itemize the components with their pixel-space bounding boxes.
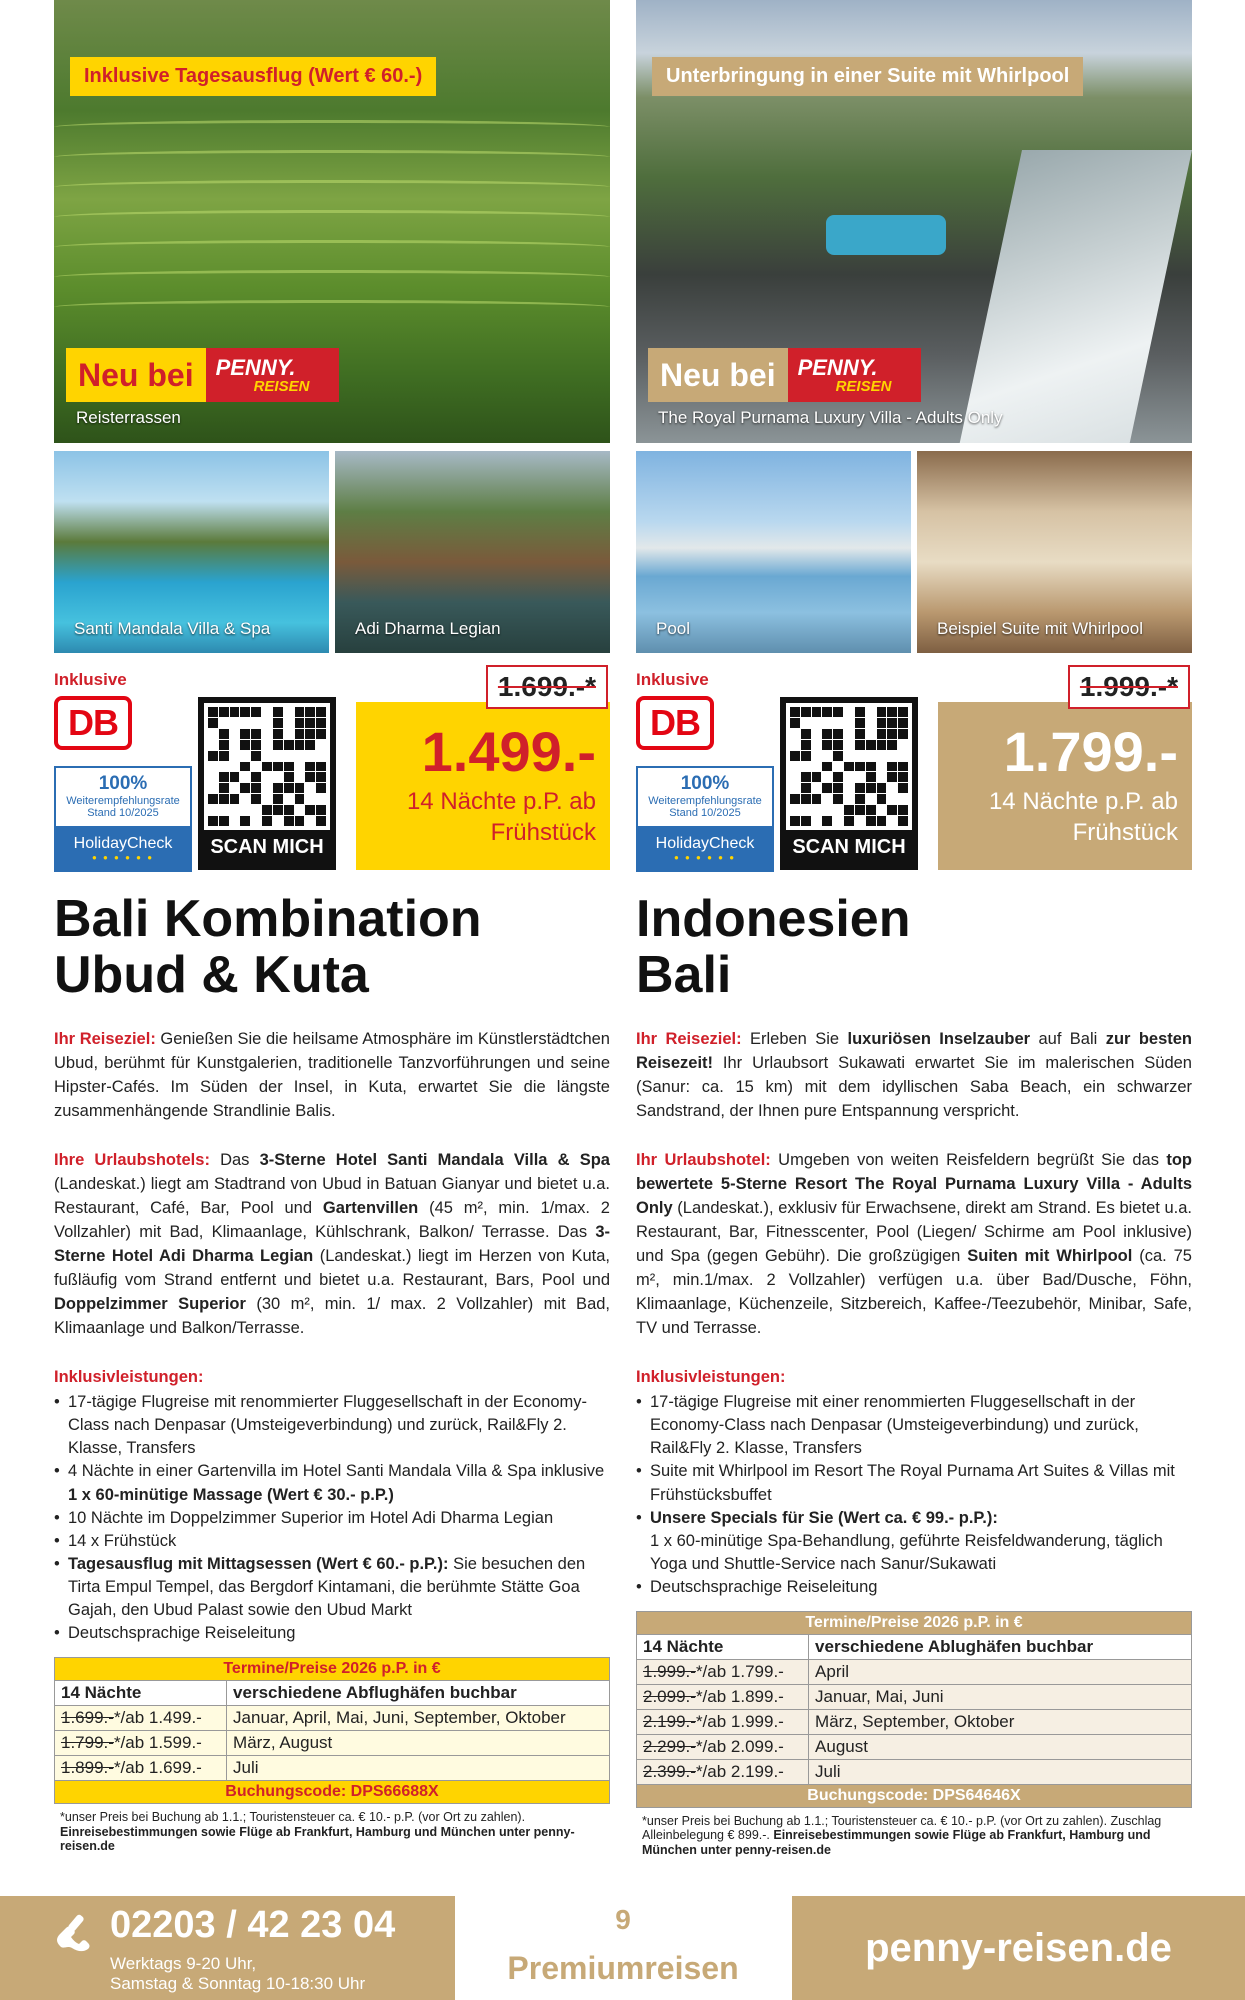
neu-bei-text: Neu bei bbox=[648, 348, 788, 402]
row-dates: März, August bbox=[227, 1731, 610, 1756]
hero-image-royal-purnama bbox=[636, 0, 1192, 443]
opening-hours bbox=[110, 1954, 365, 1995]
title-line-2: Bali bbox=[636, 945, 732, 1004]
footnote bbox=[636, 1814, 1192, 1857]
hero-caption: Reisterrassen bbox=[76, 408, 181, 427]
old-row-price: 1.999.- bbox=[643, 1662, 696, 1682]
thumb-caption: Adi Dharma Legian bbox=[355, 619, 501, 638]
new-row-price: */ab 1.799.- bbox=[695, 1662, 784, 1682]
scan-label: SCAN MICH bbox=[210, 835, 324, 858]
reiseziel-paragraph bbox=[54, 1027, 610, 1123]
old-row-price: 1.799.- bbox=[61, 1733, 114, 1753]
holidaycheck-badge bbox=[636, 766, 774, 872]
old-row-price: 2.199.- bbox=[643, 1712, 696, 1732]
price-value: 1.799.- bbox=[1003, 719, 1178, 783]
price-box bbox=[356, 702, 610, 870]
old-row-price: 2.299.- bbox=[643, 1737, 696, 1757]
old-row-price: 2.399.- bbox=[643, 1762, 696, 1782]
penny-logo-sub: REISEN bbox=[253, 377, 310, 395]
footnote-bold: Einreisebestimmungen sowie Flüge ab Frankfurt, Hamburg und München unter penny-reisen.de bbox=[642, 1828, 1151, 1857]
qr-code-icon bbox=[786, 703, 912, 830]
price-note-2: Frühstück bbox=[1072, 819, 1178, 846]
list-item: • Deutschsprachige Reiseleitung bbox=[636, 1576, 1192, 1599]
new-row-price: */ab 1.599.- bbox=[113, 1733, 202, 1753]
table-row bbox=[637, 1710, 1192, 1735]
thumbnail-row bbox=[636, 451, 1192, 653]
new-row-price: */ab 1.999.- bbox=[695, 1712, 784, 1732]
thumb-suite bbox=[917, 451, 1192, 653]
title-line-1: Indonesien bbox=[636, 890, 911, 948]
inklusivleistungen-list bbox=[54, 1391, 610, 1645]
hotels-text: Das bbox=[220, 1150, 250, 1169]
hotels-bold: 3-Sterne Hotel Santi Mandala Villa & Spa bbox=[259, 1150, 610, 1169]
row-dates: April bbox=[809, 1660, 1192, 1685]
hc-rate-label: Weiterempfehlungsrate bbox=[66, 795, 180, 808]
hotels-bold: 3-Sterne Hotel Adi Dharma Legian bbox=[54, 1222, 610, 1265]
offer-indonesien-bali bbox=[636, 0, 1192, 1857]
penny-logo-main: PENNY. bbox=[797, 354, 878, 380]
list-item: • 17-tägige Flugreise mit renommierter Fluggesellschaft in der Economy-Class nach Denpasar (Umsteigeverbindung) und zurück, Rail&Fly 2. Klasse, Transfers bbox=[54, 1391, 610, 1460]
reiseziel-text: auf Bali bbox=[1038, 1030, 1098, 1049]
section-name: Premiumreisen bbox=[507, 1950, 739, 1986]
scan-label: SCAN MICH bbox=[792, 835, 906, 858]
hotel-bold: top bewertete 5-Sterne Resort The Royal Purnama Luxury Villa - Adults Only bbox=[636, 1150, 1193, 1217]
hours-line: Samstag & Sonntag 10-18:30 Uhr bbox=[110, 1974, 366, 1994]
inklusivleistungen-list bbox=[636, 1391, 1192, 1599]
table-row bbox=[55, 1756, 610, 1781]
hc-percentage: 100% bbox=[98, 773, 148, 795]
hc-percentage: 100% bbox=[680, 773, 730, 795]
new-row-price: */ab 2.199.- bbox=[695, 1762, 784, 1782]
inklusivleistungen-heading: Inklusivleistungen: bbox=[636, 1368, 786, 1387]
old-price: 1.699.-* bbox=[486, 665, 608, 709]
list-item: • 14 x Frühstück bbox=[54, 1530, 610, 1553]
old-row-price: 2.099.- bbox=[643, 1687, 696, 1707]
hotel-label: Ihr Urlaubshotel: bbox=[636, 1150, 771, 1169]
row-dates: Juli bbox=[809, 1760, 1192, 1785]
hotels-text: (30 m², min. 1/ max. 2 Vollzahler) mit Bad, Klimaanlage und Balkon/Terrasse. bbox=[54, 1295, 611, 1338]
footnote-text: *unser Preis bei Buchung ab 1.1.; Touristensteuer ca. € 10.- p.P. (vor Ort zu zahlen). Zuschlag Alleinbelegung € 899.-. bbox=[642, 1814, 1162, 1843]
hotels-text: (Landeskat.) liegt am Stadtrand von Ubud in Batuan Gianyar und bietet u.a. Restaurant, Café, Bar, Pool und bbox=[54, 1174, 610, 1217]
old-price: 1.999.-* bbox=[1068, 665, 1190, 709]
hc-dots: ● ● ● ● ● ● bbox=[91, 852, 155, 862]
new-row-price: */ab 1.499.- bbox=[113, 1708, 202, 1728]
thumb-caption: Beispiel Suite mit Whirlpool bbox=[937, 619, 1143, 638]
price-box bbox=[938, 702, 1192, 870]
reiseziel-text: Ihr Urlaubsort Sukawati erwartet Sie im malerischen Süden (Sanur: ca. 15 km) mit dem idyllischen Saba Beach, ein schwarzer Sandstrand, der Ihnen pure Entspannung verspricht. bbox=[636, 1054, 1192, 1121]
inklusivleistungen-heading: Inklusivleistungen: bbox=[54, 1368, 204, 1387]
hotel-text: (Landeskat.), exklusiv für Erwachsene, direkt am Strand. Es bietet u.a. Restaurant, Bar, Fitnesscenter, Pool (Liegen/ Schirme am Pool inklusive) und Spa (gegen Gebühr). Die großzügigen bbox=[636, 1198, 1192, 1265]
qr-code[interactable] bbox=[198, 697, 336, 870]
new-row-price: */ab 1.899.- bbox=[695, 1687, 784, 1707]
row-dates: März, September, Oktober bbox=[809, 1710, 1192, 1735]
reiseziel-paragraph bbox=[636, 1027, 1192, 1123]
price-note-1: 14 Nächte p.P. ab bbox=[406, 787, 596, 815]
db-logo: DB bbox=[636, 696, 714, 750]
page-number: 9 bbox=[615, 1904, 631, 1935]
reiseziel-bold: luxuriösen Inselzauber bbox=[847, 1030, 1031, 1049]
hotels-bold: Doppelzimmer Superior bbox=[54, 1295, 246, 1314]
phone-number[interactable]: 02203 / 42 23 04 bbox=[110, 1904, 396, 1946]
table-col-header: verschiedene Abflughäfen buchbar bbox=[227, 1681, 610, 1706]
hotels-bold: Gartenvillen bbox=[322, 1198, 419, 1217]
table-row bbox=[637, 1760, 1192, 1785]
thumb-pool bbox=[636, 451, 911, 653]
table-col-header: verschiedene Ablughäfen buchbar bbox=[809, 1635, 1192, 1660]
list-item bbox=[54, 1553, 610, 1622]
list-item-text: Sie besuchen den Tirta Empul Tempel, das Bergdorf Kintamani, die berühmte Stätte Goa Gajah, den Ubud Palast sowie den Ubud Markt bbox=[68, 1554, 586, 1620]
list-item bbox=[54, 1460, 610, 1506]
table-title: Termine/Preise 2026 p.P. in € bbox=[55, 1658, 610, 1681]
hc-rate-label: Weiterempfehlungsrate bbox=[648, 795, 762, 808]
hotels-label: Ihre Urlaubshotels: bbox=[54, 1150, 210, 1169]
offer-title bbox=[636, 892, 1192, 1003]
reiseziel-bold: zur besten Reisezeit! bbox=[636, 1030, 1192, 1073]
old-row-price: 1.899.- bbox=[61, 1758, 114, 1778]
hc-dots: ● ● ● ● ● ● bbox=[673, 852, 737, 862]
inklusive-label: Inklusive bbox=[54, 670, 127, 689]
price-value: 1.499.- bbox=[421, 719, 596, 783]
list-item-text: 4 Nächte in einer Gartenvilla im Hotel Santi Mandala Villa & Spa inklusive bbox=[68, 1462, 605, 1481]
list-item: • Suite mit Whirlpool im Resort The Royal Purnama Art Suites & Villas mit Frühstücksbuffet bbox=[636, 1460, 1192, 1506]
hc-date: Stand 10/2025 bbox=[669, 807, 741, 820]
thumb-caption: Pool bbox=[656, 619, 691, 638]
penny-logo-main: PENNY. bbox=[215, 354, 296, 380]
booking-code: Buchungscode: DPS66688X bbox=[55, 1781, 610, 1804]
neu-bei-text: Neu bei bbox=[66, 348, 206, 402]
neu-bei-penny-badge bbox=[648, 348, 921, 402]
website-link[interactable]: penny-reisen.de bbox=[865, 1925, 1172, 1970]
hero-caption: The Royal Purnama Luxury Villa - Adults Only bbox=[658, 408, 1003, 427]
thumb-caption: Santi Mandala Villa & Spa bbox=[74, 619, 271, 638]
db-logo: DB bbox=[54, 696, 132, 750]
inklusive-label: Inklusive bbox=[636, 670, 709, 689]
hc-brand: HolidayCheck bbox=[73, 834, 173, 852]
hotel-text: (ca. 75 m², min.1/max. 2 Vollzahler) verfügen u.a. über Bad/Dusche, Föhn, Klimaanlage, Küchenzeile, Sitzbereich, Kaffee-/Teezubehör, Minibar, Safe, TV und Terrasse. bbox=[636, 1246, 1192, 1338]
list-item-bold: 1 x 60-minütige Massage (Wert € 30.- p.P.) bbox=[68, 1485, 394, 1504]
qr-code-icon bbox=[204, 703, 330, 830]
hotel-text: Umgeben von weiten Reisfeldern begrüßt Sie das bbox=[778, 1150, 1159, 1169]
table-row bbox=[637, 1735, 1192, 1760]
table-row bbox=[55, 1706, 610, 1731]
row-dates: August bbox=[809, 1735, 1192, 1760]
list-item bbox=[636, 1507, 1192, 1576]
hotline-box bbox=[0, 1896, 455, 2000]
new-row-price: */ab 2.099.- bbox=[695, 1737, 784, 1757]
old-row-price: 1.699.- bbox=[61, 1708, 114, 1728]
thumb-adi-dharma bbox=[335, 451, 610, 653]
hotels-text: (45 m², min. 1/max. 2 Vollzahler) mit Bad, Klimaanlage, Kühlschrank, Balkon/ Terrasse. Das bbox=[54, 1198, 610, 1241]
list-item: • Deutschsprachige Reiseleitung bbox=[54, 1622, 610, 1645]
hotels-paragraph bbox=[54, 1148, 610, 1341]
list-item-bold: Tagesausflug mit Mittagsessen (Wert € 60.- p.P.): bbox=[68, 1554, 449, 1573]
penny-reisen-logo bbox=[788, 348, 921, 402]
table-row bbox=[637, 1660, 1192, 1685]
row-dates: Juli bbox=[227, 1756, 610, 1781]
penny-logo-sub: REISEN bbox=[835, 377, 892, 395]
offer-title bbox=[54, 892, 610, 1003]
footnote-bold: Einreisebestimmungen sowie Flüge ab Frankfurt, Hamburg und München unter penny-reisen.de bbox=[60, 1824, 575, 1853]
reiseziel-text: Genießen Sie die heilsame Atmosphäre im Künstlerstädtchen Ubud, berühmt für Kunstgalerien, traditionelle Tanzvorführungen und seine Hipster-Cafés. Im Süden der Insel, in Kuta, erwartet Sie die längste zusammenhängende Strandlinie Balis. bbox=[54, 1030, 610, 1121]
neu-bei-penny-badge bbox=[66, 348, 339, 402]
list-item-text: 1 x 60-minütige Spa-Behandlung, geführte Reisfeldwanderung, täglich Yoga und Shuttle-Service nach Sanur/Sukawati bbox=[650, 1531, 1163, 1573]
row-dates: Januar, Mai, Juni bbox=[809, 1685, 1192, 1710]
table-row bbox=[637, 1685, 1192, 1710]
table-col-header: 14 Nächte bbox=[55, 1681, 227, 1706]
list-item: • 17-tägige Flugreise mit einer renommierten Fluggesellschaft in der Economy-Class nach Denpasar (Umsteigeverbindung) und zurück, Rail&Fly 2. Klasse, Transfers bbox=[636, 1391, 1192, 1460]
hotel-paragraph bbox=[636, 1148, 1192, 1341]
hero-image-reisterrassen bbox=[54, 0, 610, 443]
price-area bbox=[54, 662, 610, 877]
hotel-bold: Suiten mit Whirlpool bbox=[967, 1246, 1133, 1265]
hours-line: Werktags 9-20 Uhr, bbox=[110, 1954, 257, 1973]
penny-reisen-logo bbox=[206, 348, 339, 402]
title-line-2: Ubud & Kuta bbox=[54, 945, 369, 1004]
offer-bali-kombination bbox=[54, 0, 610, 1853]
row-dates: Januar, April, Mai, Juni, September, Oktober bbox=[227, 1706, 610, 1731]
table-title: Termine/Preise 2026 p.P. in € bbox=[637, 1612, 1192, 1635]
footnote bbox=[54, 1810, 610, 1853]
thumb-santi-mandala bbox=[54, 451, 329, 653]
promo-banner: Inklusive Tagesausflug (Wert € 60.-) bbox=[70, 57, 436, 96]
hc-date: Stand 10/2025 bbox=[87, 807, 159, 820]
reiseziel-label: Ihr Reiseziel: bbox=[54, 1030, 156, 1049]
thumbnail-row bbox=[54, 451, 610, 653]
price-area bbox=[636, 662, 1192, 877]
new-row-price: */ab 1.699.- bbox=[113, 1758, 202, 1778]
reiseziel-text: Erleben Sie bbox=[749, 1030, 840, 1049]
price-note-2: Frühstück bbox=[490, 819, 596, 846]
hc-brand: HolidayCheck bbox=[655, 834, 755, 852]
hotels-text: (Landeskat.) liegt im Herzen von Kuta, fußläufig vom Strand entfernt und bietet u.a. Restaurant, Bars, Pool und bbox=[54, 1246, 610, 1289]
table-col-header: 14 Nächte bbox=[637, 1635, 809, 1660]
footnote-text: *unser Preis bei Buchung ab 1.1.; Touristensteuer ca. € 10.- p.P. (vor Ort zu zahlen). bbox=[60, 1810, 526, 1825]
table-row bbox=[55, 1731, 610, 1756]
list-item-bold: Unsere Specials für Sie (Wert ca. € 99.- p.P.): bbox=[650, 1508, 998, 1527]
booking-code: Buchungscode: DPS64646X bbox=[637, 1785, 1192, 1808]
price-note-1: 14 Nächte p.P. ab bbox=[988, 787, 1178, 815]
price-table bbox=[54, 1657, 610, 1804]
website-box bbox=[792, 1896, 1245, 2000]
page-footer bbox=[0, 1896, 1245, 2000]
promo-banner: Unterbringung in einer Suite mit Whirlpool bbox=[652, 57, 1083, 96]
qr-code[interactable] bbox=[780, 697, 918, 870]
title-line-1: Bali Kombination bbox=[54, 890, 482, 948]
holidaycheck-badge bbox=[54, 766, 192, 872]
list-item: • 10 Nächte im Doppelzimmer Superior im Hotel Adi Dharma Legian bbox=[54, 1507, 610, 1530]
phone-icon bbox=[52, 1912, 92, 1952]
reiseziel-label: Ihr Reiseziel: bbox=[636, 1030, 742, 1049]
price-table bbox=[636, 1611, 1192, 1808]
